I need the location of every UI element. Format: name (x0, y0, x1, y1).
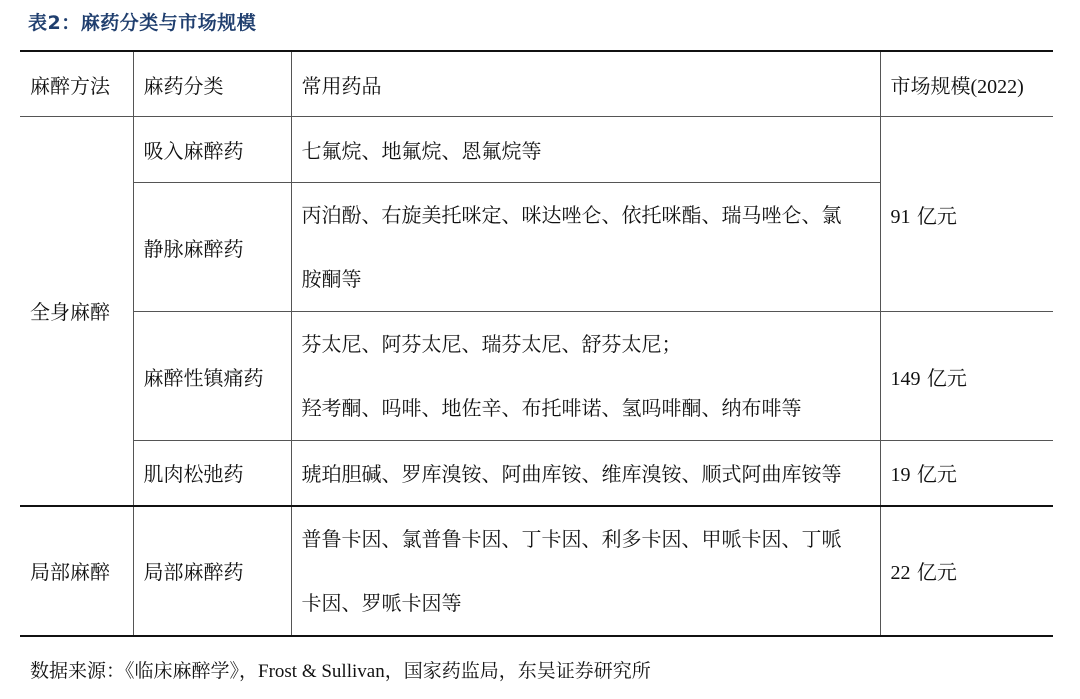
market-value: 91 (890, 205, 911, 228)
header-row (20, 52, 1053, 117)
drugs-cell (291, 441, 880, 506)
category-cell: 局部麻醉药 (133, 506, 291, 636)
header-market (880, 52, 1053, 117)
source-suffix: ，国家药监局，东吴证券研究所 (384, 660, 651, 682)
drugs-cell (291, 312, 880, 441)
table-row (20, 312, 1053, 441)
market-value: 22 (890, 562, 911, 584)
drugs-line: 羟考酮、吗啡、地佐辛、布托啡诺、氢吗啡酮、纳布啡等 (301, 396, 802, 420)
drugs-line: 琥珀胆碱、罗库溴铵、阿曲库铵、维库溴铵、顺式阿曲库铵等 (301, 462, 842, 487)
market-cell (880, 312, 1053, 441)
market-unit: 亿元 (920, 365, 967, 390)
market-cell (880, 506, 1053, 636)
anesthetics-table (20, 52, 1053, 637)
market-value: 19 (890, 464, 911, 487)
table-row (20, 117, 1053, 183)
drugs-cell (291, 506, 880, 636)
drugs-cell (291, 183, 880, 312)
header-drugs: 常用药品 (291, 52, 880, 117)
category-cell: 静脉麻醉药 (133, 183, 291, 312)
category-cell: 麻醉性镇痛药 (133, 312, 291, 441)
market-cell (880, 441, 1053, 506)
table-title: 表2：麻药分类与市场规模 (28, 12, 257, 34)
header-market-year: (2022) (970, 75, 1024, 98)
table-row (20, 506, 1053, 636)
method-local: 局部麻醉 (20, 506, 133, 636)
drugs-line: 芬太尼、阿芬太尼、瑞芬太尼、舒芬太尼； (301, 332, 682, 356)
drugs-cell (291, 117, 880, 183)
market-value: 149 (890, 367, 921, 390)
header-category: 麻药分类 (133, 52, 291, 117)
market-cell (880, 117, 1053, 312)
market-unit: 亿元 (910, 560, 957, 584)
category-cell: 肌肉松弛药 (133, 441, 291, 506)
drugs-line: 丙泊酚、右旋美托咪定、咪达唑仑、依托咪酯、瑞马唑仑、氯 (301, 203, 842, 227)
table-row (20, 441, 1053, 506)
drugs-line: 七氟烷、地氟烷、恩氟烷等 (301, 139, 542, 163)
market-unit: 亿元 (910, 203, 957, 228)
source-prefix: 数据来源：《临床麻醉学》， (30, 660, 259, 682)
header-market-label: 市场规模 (890, 73, 971, 98)
drugs-line: 卡因、罗哌卡因等 (301, 590, 462, 615)
header-method: 麻醉方法 (20, 52, 133, 117)
source-note (30, 656, 651, 683)
drugs-line: 普鲁卡因、氯普鲁卡因、丁卡因、利多卡因、甲哌卡因、丁哌 (301, 526, 842, 551)
method-general: 全身麻醉 (20, 117, 133, 506)
drugs-line: 胺酮等 (301, 267, 362, 291)
category-cell: 吸入麻醉药 (133, 117, 291, 183)
market-unit: 亿元 (910, 462, 957, 487)
source-latin: Frost & Sullivan (258, 661, 385, 682)
